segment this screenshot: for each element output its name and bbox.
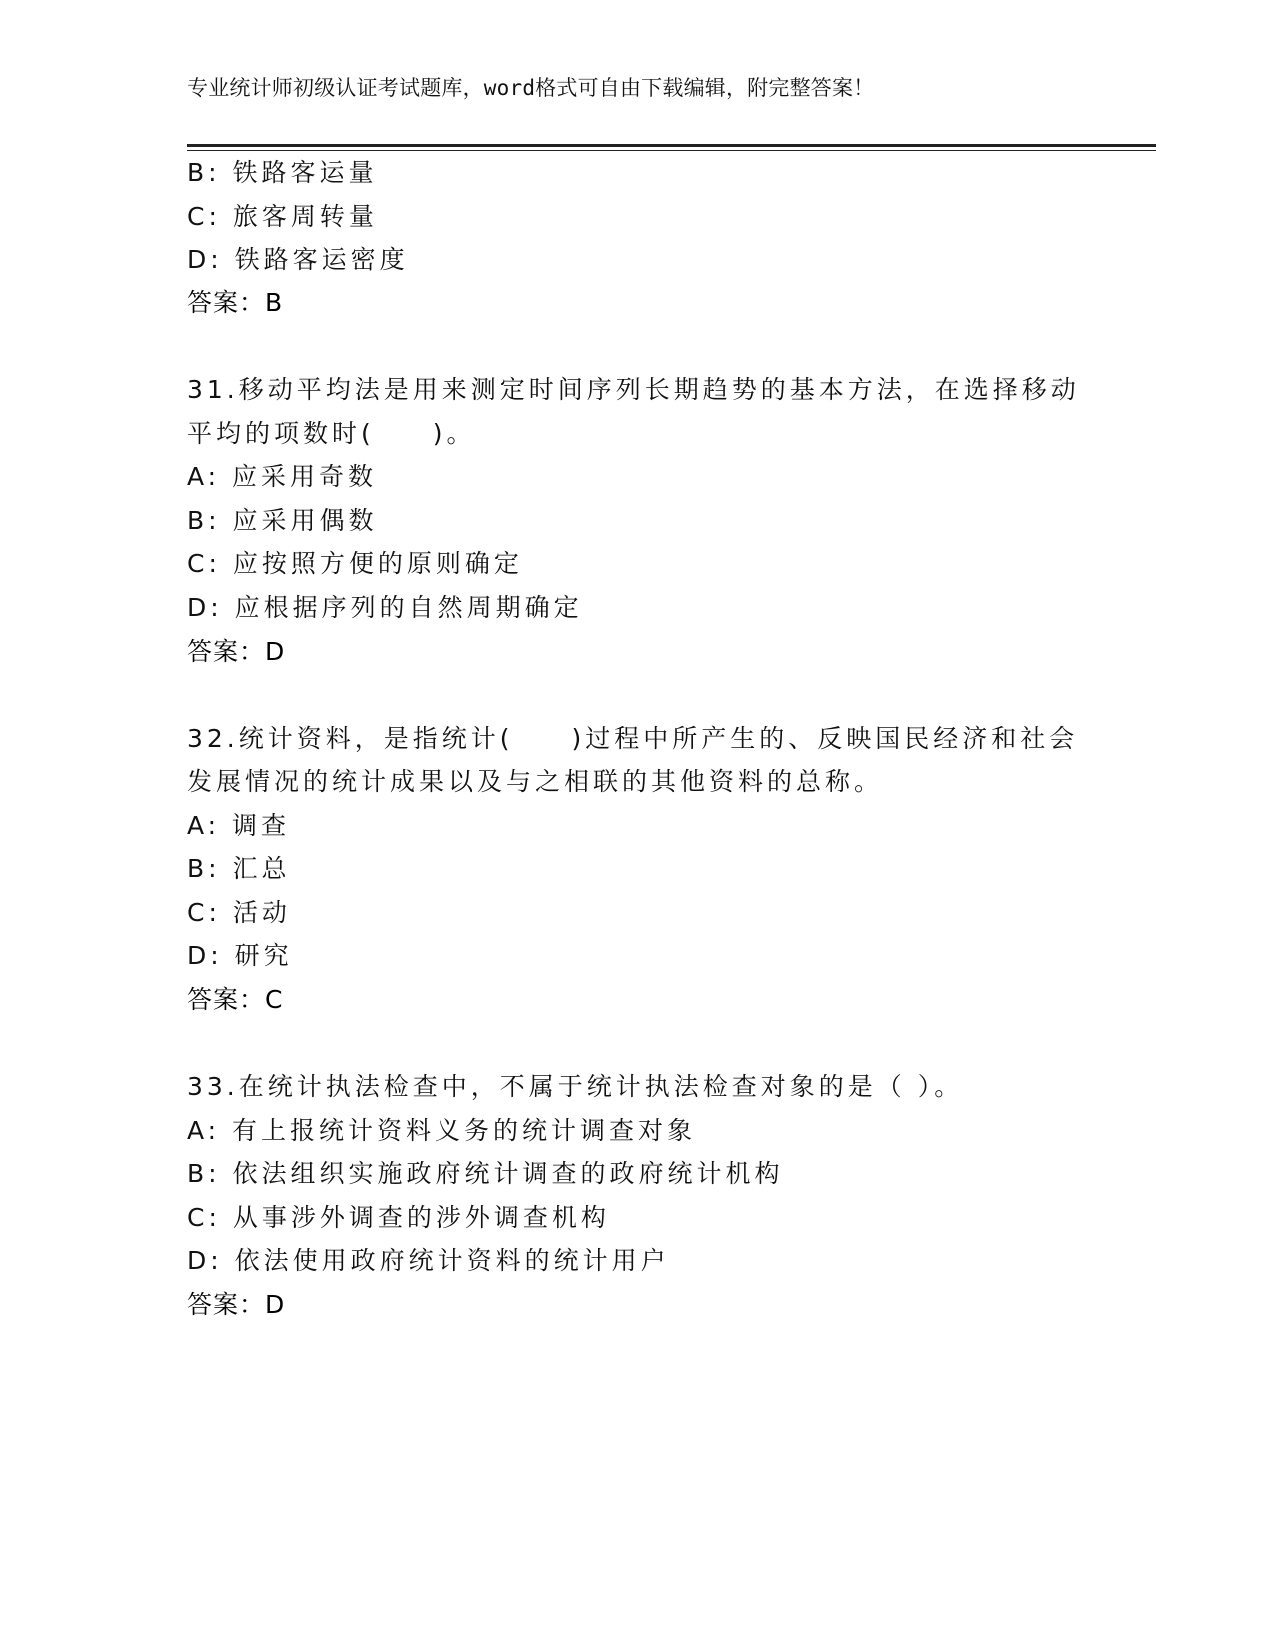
question-31-stem-line1: 31.移动平均法是用来测定时间序列长期趋势的基本方法，在选择移动 xyxy=(187,375,1080,404)
option-d: D: 依法使用政府统计资料的统计用户 xyxy=(187,1246,670,1275)
option-a: A: 应采用奇数 xyxy=(187,462,378,491)
answer-label: 答案：D xyxy=(187,637,286,666)
option-c: C: 从事涉外调查的涉外调查机构 xyxy=(187,1203,610,1232)
option-c: C: 应按照方便的原则确定 xyxy=(187,549,523,578)
option-b: B: 汇总 xyxy=(187,854,291,883)
question-32-stem-line2: 发展情况的统计成果以及与之相联的其他资料的总称。 xyxy=(187,767,884,796)
option-d: D: 研究 xyxy=(187,941,293,970)
option-a: A: 调查 xyxy=(187,811,291,840)
page-header: 专业统计师初级认证考试题库，word格式可自由下载编辑，附完整答案！ xyxy=(187,76,875,100)
header-divider-thin xyxy=(187,150,1156,151)
option-b: B: 铁路客运量 xyxy=(187,158,378,187)
option-a: A: 有上报统计资料义务的统计调查对象 xyxy=(187,1116,697,1145)
question-31-stem-line2: 平均的项数时( )。 xyxy=(187,419,476,448)
question-33-stem: 33.在统计执法检查中，不属于统计执法检查对象的是（ ）。 xyxy=(187,1072,964,1101)
option-d: D: 铁路客运密度 xyxy=(187,245,409,274)
question-32-stem-line1: 32.统计资料，是指统计( )过程中所产生的、反映国民经济和社会 xyxy=(187,724,1079,753)
option-d: D: 应根据序列的自然周期确定 xyxy=(187,593,583,622)
answer-label: 答案：D xyxy=(187,1290,286,1319)
option-b: B: 应采用偶数 xyxy=(187,506,378,535)
header-divider-thick xyxy=(187,144,1156,147)
answer-label: 答案：B xyxy=(187,288,284,317)
option-b: B: 依法组织实施政府统计调查的政府统计机构 xyxy=(187,1159,784,1188)
answer-label: 答案：C xyxy=(187,985,284,1014)
option-c: C: 旅客周转量 xyxy=(187,202,378,231)
option-c: C: 活动 xyxy=(187,898,291,927)
